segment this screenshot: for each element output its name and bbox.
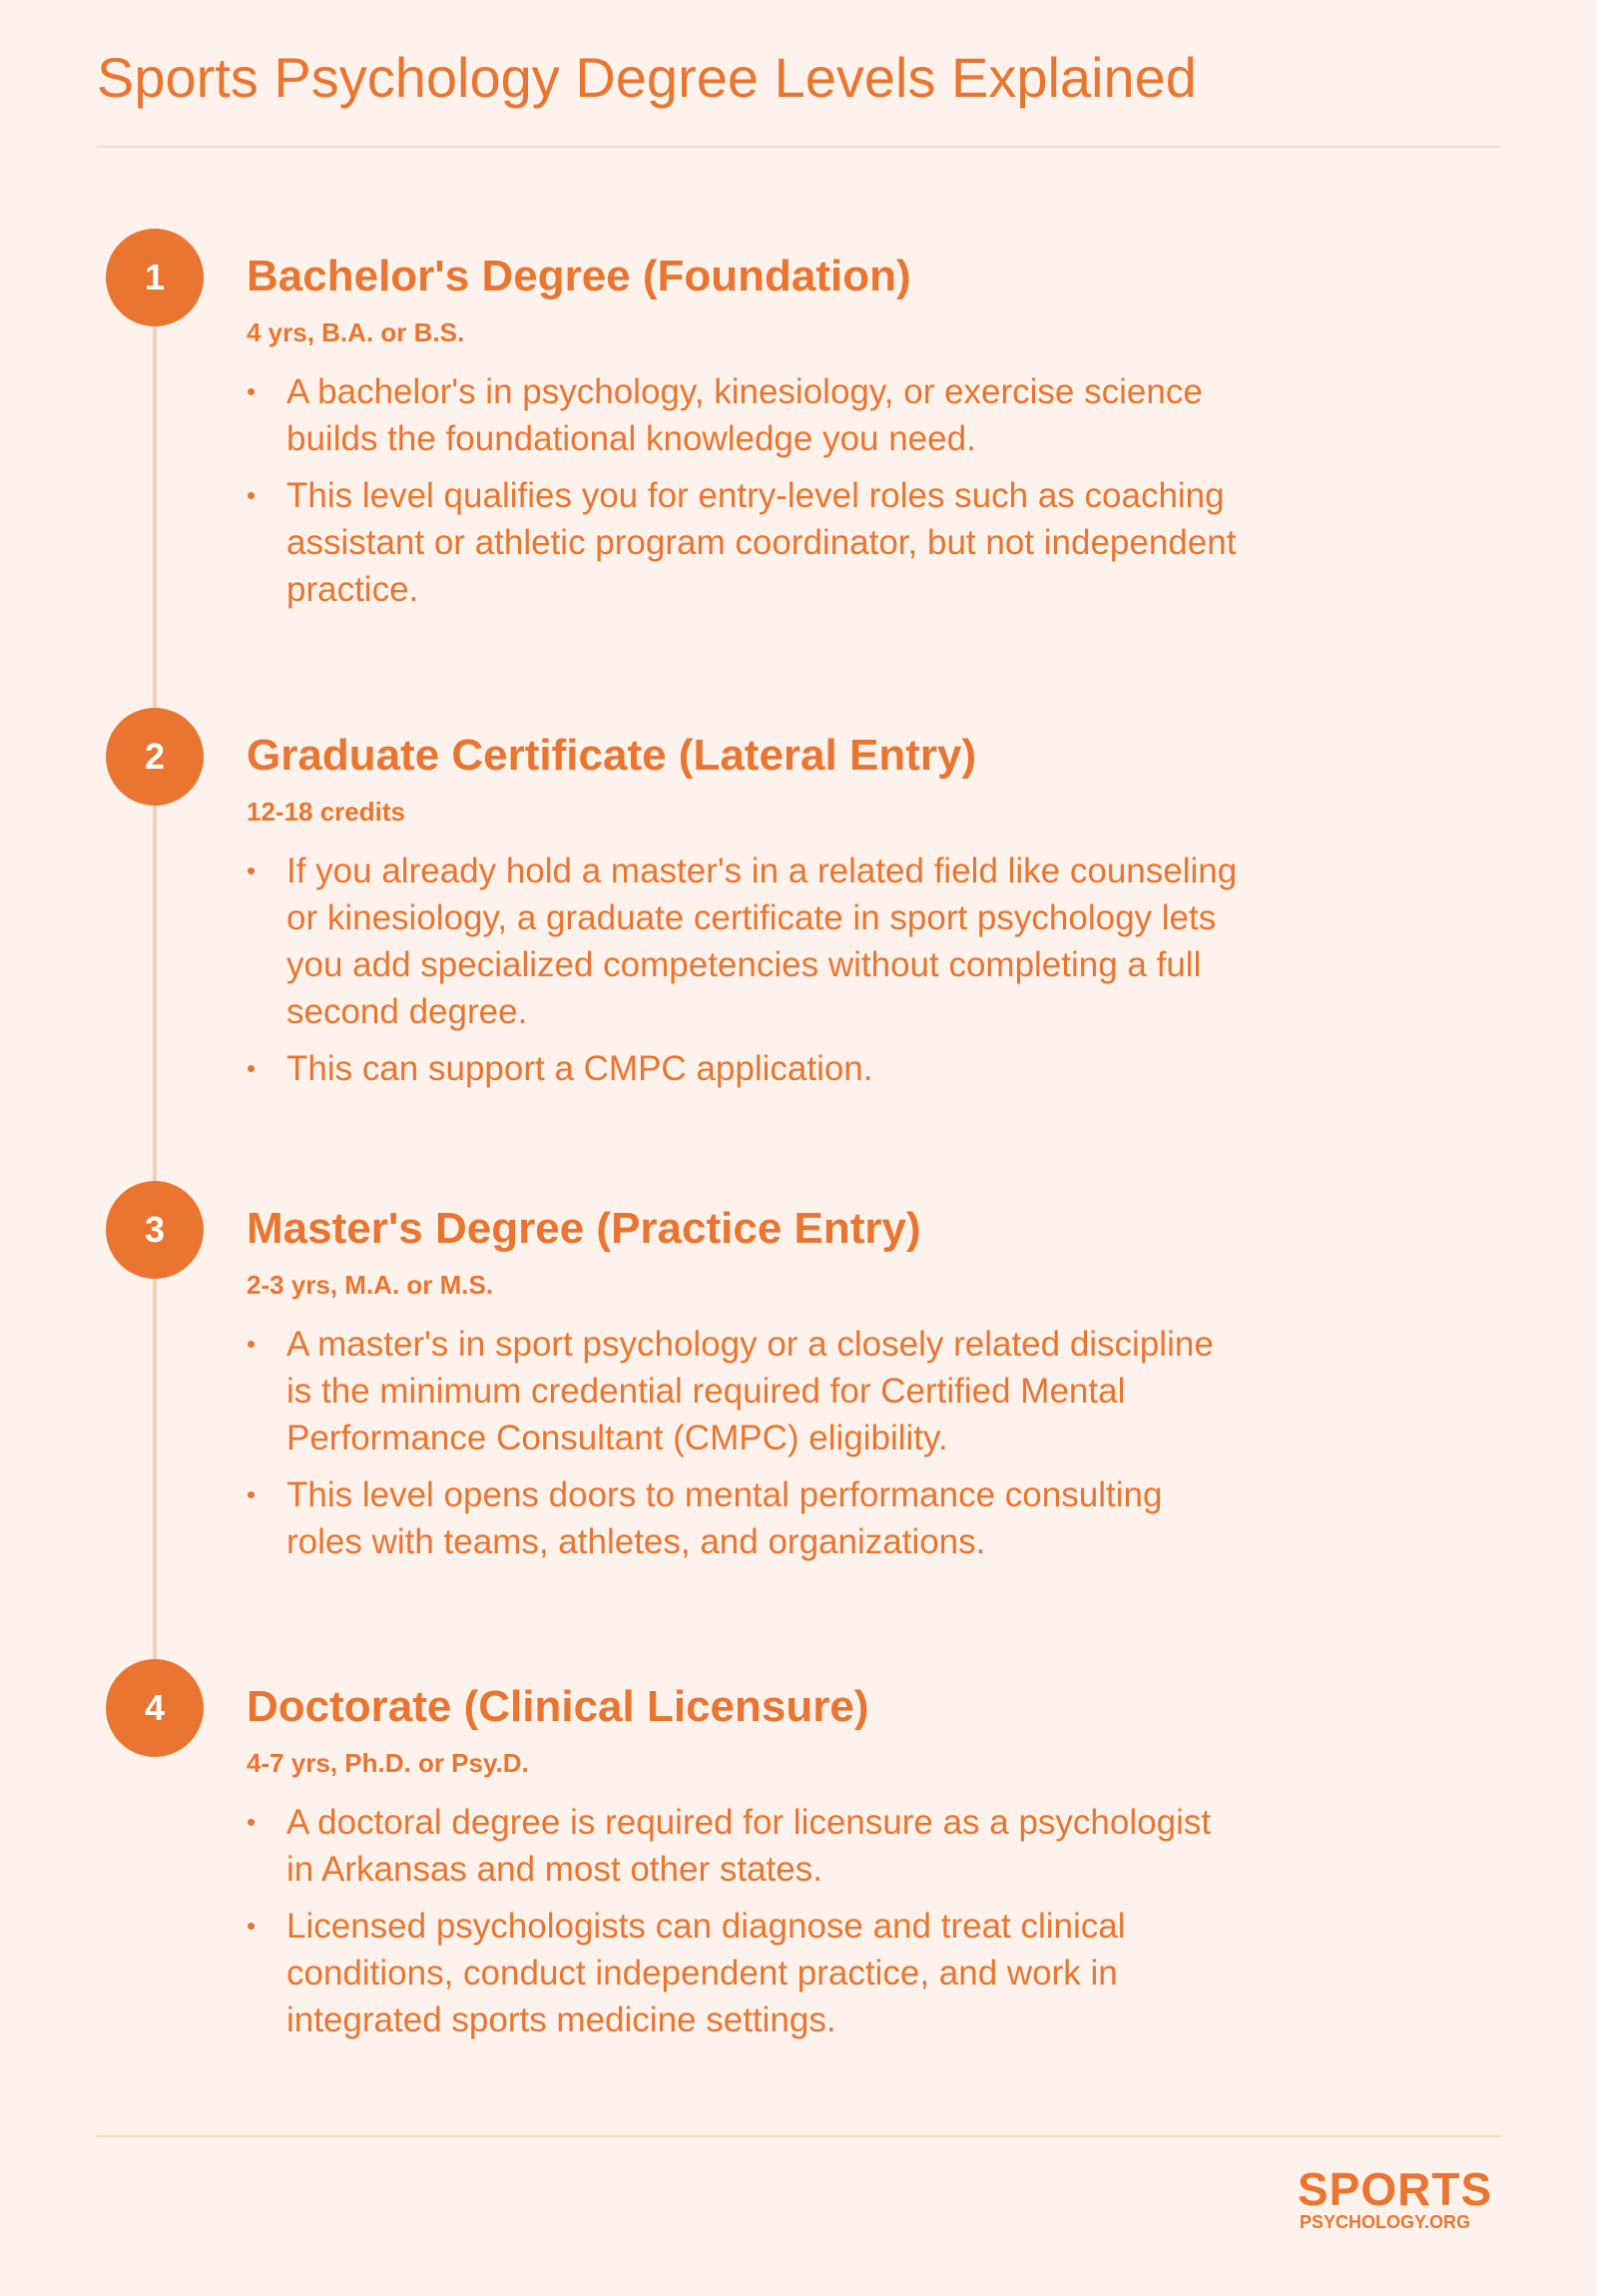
step-subtitle: 2-3 yrs, M.A. or M.S. [247, 1270, 494, 1300]
point-text: A bachelor's in psychology, kinesiology, or exercise science builds the foundational knowledge you need. [286, 372, 1203, 458]
step-title: Doctorate (Clinical Licensure) [247, 1682, 869, 1731]
step-subtitle: 12-18 credits [247, 797, 405, 827]
step-subtitle: 4 yrs, B.A. or B.S. [247, 317, 465, 347]
list-item [247, 1321, 1245, 1461]
top-divider [97, 146, 1501, 148]
point-text: A doctoral degree is required for licensure as a psychologist in Arkansas and most other states. [286, 1803, 1212, 1889]
point-text: Licensed psychologists can diagnose and treat clinical conditions, conduct independent practice, and work in integrated sports medicine settings. [286, 1907, 1126, 2039]
list-item [247, 1903, 1245, 2043]
bullet-icon: • [247, 1329, 257, 1359]
point-text: This level qualifies you for entry-level roles such as coaching assistant or athletic program coordinator, but not independent practice. [286, 476, 1237, 609]
bottom-divider [97, 2135, 1501, 2137]
step-points [247, 848, 1245, 1102]
bullet-icon: • [247, 1053, 257, 1083]
step-title: Bachelor's Degree (Foundation) [247, 252, 911, 300]
step-number-badge: 2 [106, 708, 204, 806]
step-number-badge: 1 [106, 229, 204, 326]
sportspsychology-logo [1298, 2164, 1497, 2234]
step-number-badge: 3 [106, 1181, 204, 1279]
list-item [247, 848, 1245, 1035]
list-item [247, 1045, 1245, 1092]
logo-subtext: PSYCHOLOGY.ORG [1300, 2212, 1471, 2232]
step-title: Master's Degree (Practice Entry) [247, 1204, 921, 1253]
point-text: This can support a CMPC application. [286, 1049, 873, 1088]
list-item [247, 1799, 1245, 1893]
point-text: A master's in sport psychology or a closely related discipline is the minimum credential required for Certified Mental Performance Consultant (CMPC) eligibility. [286, 1325, 1214, 1457]
step-number-badge: 4 [106, 1659, 204, 1757]
step-points [247, 1799, 1245, 2053]
list-item [247, 1471, 1245, 1565]
bullet-icon: • [247, 1479, 257, 1509]
bullet-icon: • [247, 1807, 257, 1837]
bullet-icon: • [247, 856, 257, 885]
step-points [247, 368, 1245, 623]
logo-wordmark: SPORTS [1298, 2163, 1493, 2215]
list-item [247, 368, 1245, 462]
point-text: This level opens doors to mental performance consulting roles with teams, athletes, and organizations. [286, 1475, 1163, 1561]
bullet-icon: • [247, 376, 257, 406]
step-points [247, 1321, 1245, 1575]
timeline-line [153, 276, 157, 1693]
bullet-icon: • [247, 480, 257, 510]
step-title: Graduate Certificate (Lateral Entry) [247, 731, 977, 780]
page-title: Sports Psychology Degree Levels Explained [97, 46, 1197, 109]
list-item [247, 472, 1245, 613]
point-text: If you already hold a master's in a related field like counseling or kinesiology, a graduate certificate in sport psychology lets you add specialized competencies without completing a full second degree. [286, 852, 1238, 1031]
bullet-icon: • [247, 1911, 257, 1941]
step-subtitle: 4-7 yrs, Ph.D. or Psy.D. [247, 1748, 529, 1778]
